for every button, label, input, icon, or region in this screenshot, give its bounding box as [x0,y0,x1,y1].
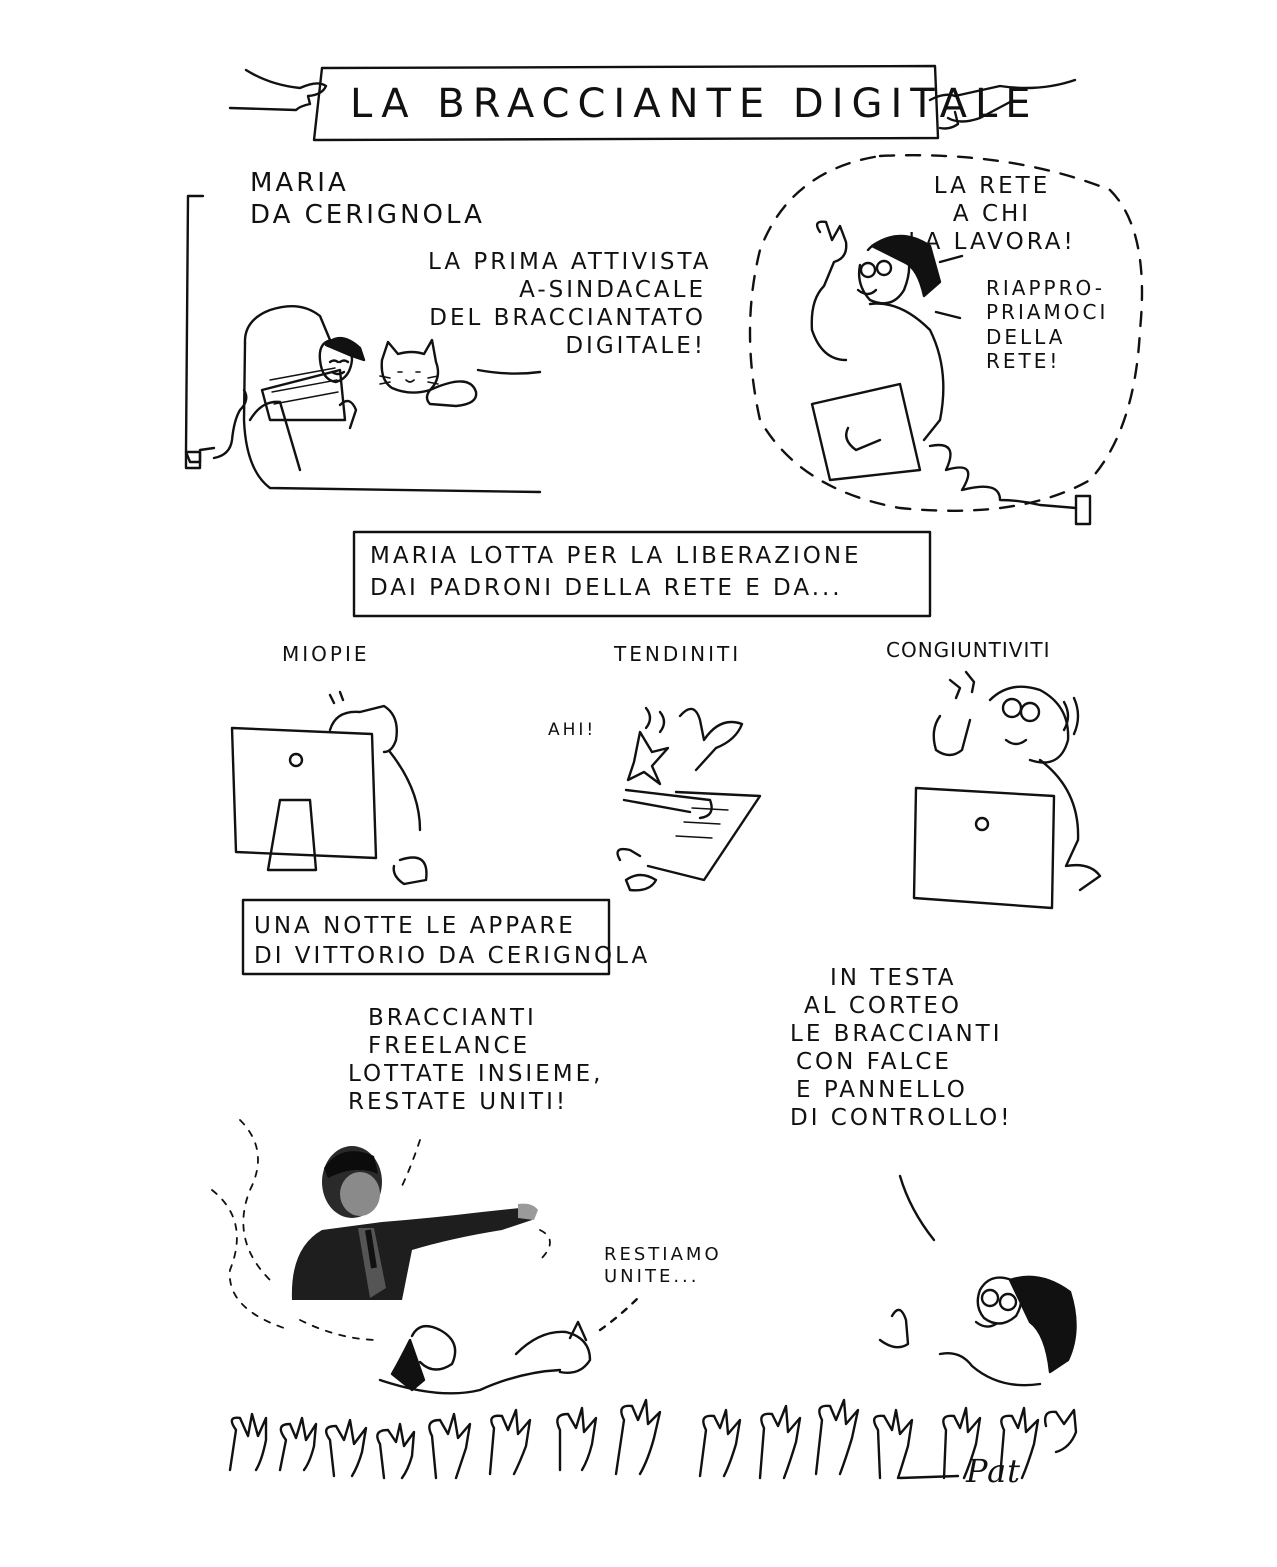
speech-line: RESTATE UNITI! [348,1089,569,1116]
caption-line: DIGITALE! [565,333,706,360]
march-line: CON FALCE [796,1049,952,1076]
sleep-line: RESTIAMO [604,1244,722,1265]
march-line: AL CORTEO [804,993,963,1020]
maria-sleep-talk [604,1244,722,1288]
maria-name-label [250,168,485,231]
tendiniti-label: TENDINITI [614,642,742,666]
first-activist-caption [428,248,712,360]
shout-line: A CHI [952,201,1032,228]
speech-line: LOTTATE INSIEME, [348,1061,604,1088]
maria-name-line: DA CERIGNOLA [250,199,485,230]
march-line: LE BRACCIANTI [790,1021,1003,1048]
caption-line: DEL BRACCIANTATO [429,305,706,332]
caption-line: A-SINDACALE [519,277,706,304]
banner-text [370,540,862,604]
ahi-exclamation: AHI! [548,720,597,740]
march-line: DI CONTROLLO! [790,1105,1013,1132]
caption-line: LA PRIMA ATTIVISTA [428,249,712,275]
march-line: E PANNELLO [796,1077,968,1104]
banner-line: DAI PADRONI DELLA RETE E DA... [370,575,843,602]
vittorio-speech [348,1004,603,1116]
slogan-line: RIAPPRO- [986,276,1106,300]
congiuntiviti-illustration [914,672,1100,908]
miopie-label: MIOPIE [282,642,370,666]
reappropriate-slogan [986,276,1108,374]
vittorio-silhouette [282,1138,542,1300]
tendiniti-illustration [618,708,760,890]
raised-hands-crowd [230,1400,1038,1478]
page-title: LA BRACCIANTE DIGITALE [350,81,1039,127]
vittorio-photo [282,1138,542,1300]
net-shout [872,172,1112,256]
sleep-line: UNITE... [604,1265,700,1287]
miopie-illustration [232,692,426,884]
night-caption [254,912,650,972]
speech-line: FREELANCE [368,1033,531,1060]
congiuntiviti-label: CONGIUNTIVITI [886,638,1051,662]
speech-line: BRACCIANTI [368,1005,537,1031]
slogan-line: DELLA [986,324,1066,349]
banner-line: MARIA LOTTA PER LA LIBERAZIONE [370,543,862,569]
shout-line: LA RETE [933,173,1051,199]
march-line: IN TESTA [830,965,957,991]
shout-line: LA LAVORA! [908,229,1076,256]
maria-name-line: MARIA [250,168,349,198]
march-caption [790,964,1012,1132]
slogan-line: PRIAMOCI [986,300,1109,325]
artist-signature: Pat [966,1452,1022,1490]
night-line: DI VITTORIO DA CERIGNOLA [254,942,651,969]
night-line: UNA NOTTE LE APPARE [254,913,576,939]
slogan-line: RETE! [986,349,1061,374]
sleeping-maria-illustration [380,1296,640,1393]
